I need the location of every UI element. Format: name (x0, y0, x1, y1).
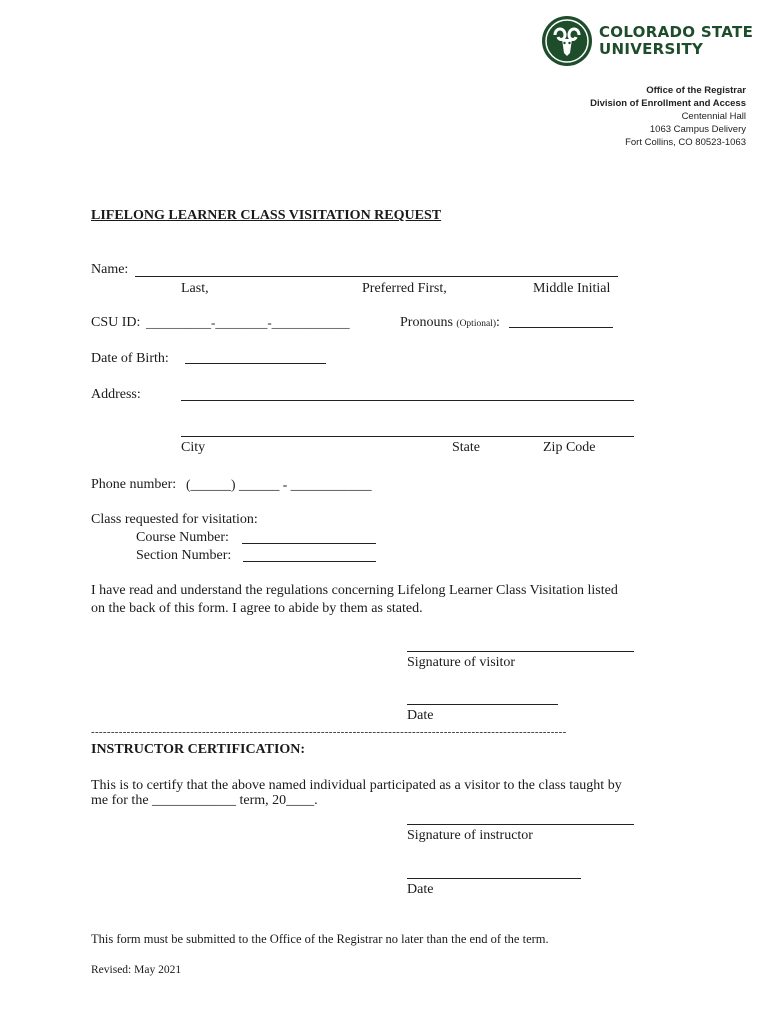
dob-label: Date of Birth: (91, 351, 169, 366)
pronouns-label (400, 315, 500, 331)
instructor-date-label: Date (407, 882, 434, 897)
phone-label: Phone number: (91, 477, 177, 492)
instructor-signature-label: Signature of instructor (407, 828, 533, 843)
submission-notice: This form must be submitted to the Office of the Registrar no later than the end of the term. (91, 932, 549, 946)
section-number-label: Section Number: (136, 548, 232, 563)
visitor-signature-field[interactable] (407, 651, 634, 652)
addr-sub-zip: Zip Code (543, 440, 596, 455)
agreement-line2: on the back of this form. I agree to abide by them as stated. (91, 601, 423, 616)
ram-head-seal-icon (541, 15, 593, 67)
address-building: Centennial Hall (681, 111, 746, 122)
address-city: Fort Collins, CO 80523-1063 (625, 137, 746, 148)
course-number-label: Course Number: (136, 530, 229, 545)
visitor-date-label: Date (407, 708, 434, 723)
revised-date: Revised: May 2021 (91, 964, 182, 976)
phone-field[interactable]: (______) ______ - ____________ (186, 477, 372, 492)
cert-line1: This is to certify that the above named individual participated as a visitor to the class taught by (91, 778, 622, 793)
logo-line1: COLORADO STATE (599, 23, 754, 41)
name-sub-middle: Middle Initial (533, 281, 611, 296)
address-label: Address: (91, 387, 141, 402)
cert-line2: me for the ____________ term, 20____. (91, 793, 318, 808)
csu-id-field[interactable]: __________-________-____________ (146, 315, 350, 330)
logo-line2: UNIVERSITY (599, 40, 704, 58)
course-number-field[interactable] (242, 543, 376, 544)
address-line2-field[interactable] (181, 436, 634, 437)
instructor-date-field[interactable] (407, 878, 581, 879)
instructor-heading: INSTRUCTOR CERTIFICATION: (91, 742, 306, 757)
form-title: LIFELONG LEARNER CLASS VISITATION REQUEST (91, 208, 442, 223)
instructor-signature-field[interactable] (407, 824, 634, 825)
address-delivery: 1063 Campus Delivery (649, 124, 746, 135)
name-label: Name: (91, 262, 129, 277)
class-requested-label: Class requested for visitation: (91, 512, 258, 527)
address-division: Division of Enrollment and Access (590, 98, 746, 109)
agreement-line1: I have read and understand the regulations concerning Lifelong Learner Class Visitation listed (91, 583, 618, 598)
addr-sub-city: City (181, 440, 206, 455)
name-sub-last: Last, (181, 281, 209, 296)
address-office: Office of the Registrar (646, 85, 746, 96)
section-number-field[interactable] (243, 561, 376, 562)
section-separator: ------------------------------------------------------------------------------------------------------------------------ (91, 726, 567, 738)
pronouns-optional: (Optional) (456, 319, 496, 329)
addr-sub-state: State (452, 440, 480, 455)
visitor-date-field[interactable] (407, 704, 558, 705)
pronouns-field[interactable] (509, 327, 613, 328)
pronouns-text: Pronouns (400, 315, 453, 330)
office-address (590, 84, 746, 149)
name-field[interactable] (135, 276, 618, 277)
pronouns-colon: : (495, 315, 500, 330)
name-sub-first: Preferred First, (362, 281, 447, 296)
address-line1-field[interactable] (181, 400, 634, 401)
csu-id-label: CSU ID: (91, 315, 141, 330)
dob-field[interactable] (185, 363, 326, 364)
visitor-signature-label: Signature of visitor (407, 655, 516, 670)
